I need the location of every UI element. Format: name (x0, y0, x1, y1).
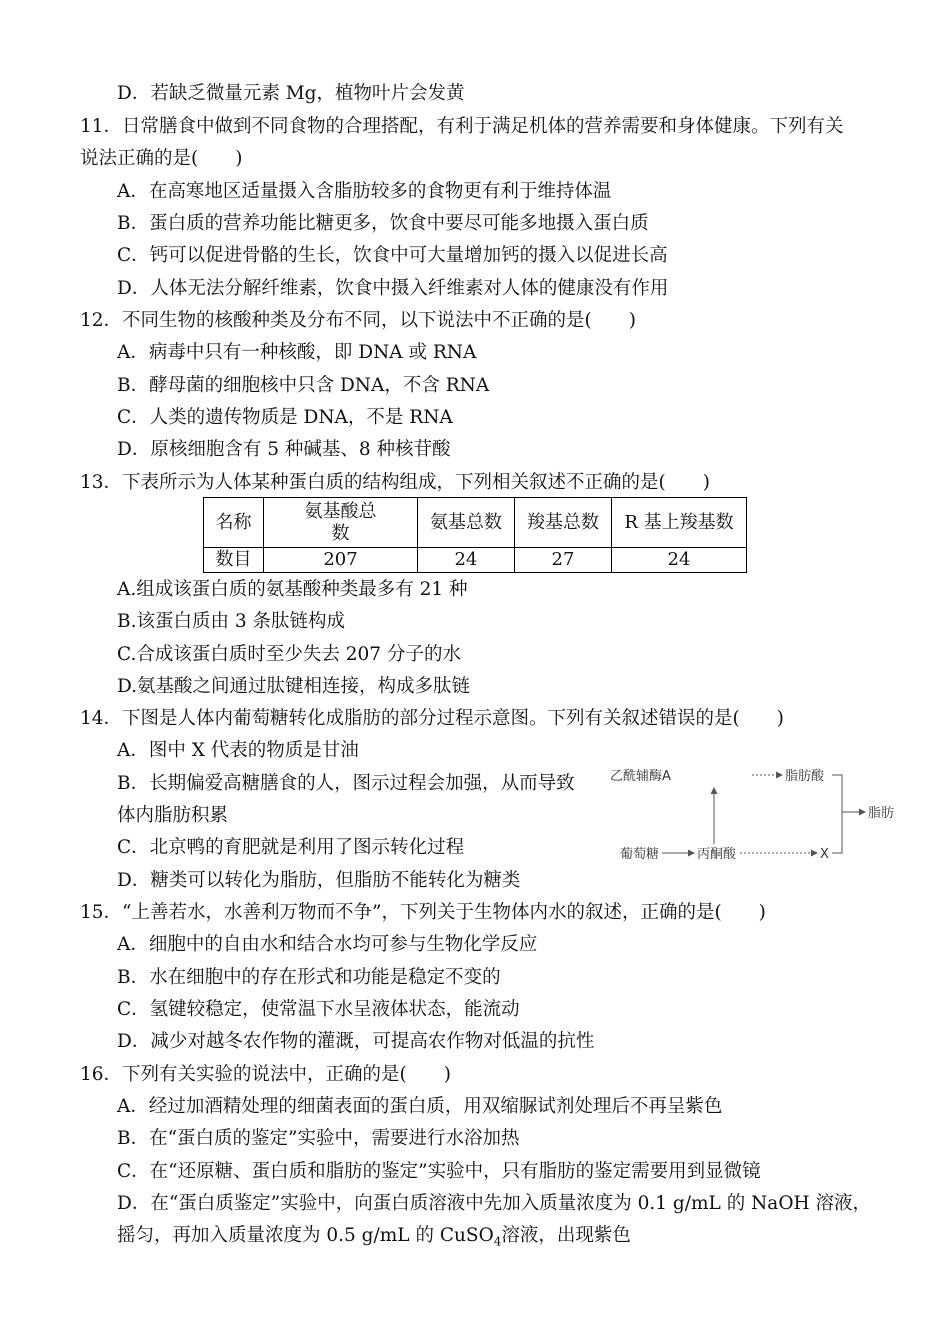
table-cell: 24 (418, 548, 515, 573)
q14-option-c: C．北京鸭的育肥就是利用了图示转化过程 (117, 837, 465, 858)
header-amino-line2: 数 (331, 522, 350, 544)
label-x: X (820, 847, 829, 862)
q13-stem: 13．下表所示为人体某种蛋白质的结构组成，下列相关叙述不正确的是( ) (80, 472, 710, 493)
table-header-cell: 羧基总数 (515, 498, 612, 548)
label-glucose: 葡萄糖 (620, 847, 660, 862)
table-header-cell: R 基上羧基数 (612, 498, 747, 548)
q12-option-d: D．原核细胞含有 5 种碱基、8 种核苷酸 (117, 439, 451, 460)
q15-stem: 15．“上善若水，水善利万物而不争”，下列关于生物体内水的叙述，正确的是( ) (80, 902, 766, 923)
table-header-cell: 氨基总数 (418, 498, 515, 548)
q16-d-text-post: 溶液，出现紫色 (501, 1225, 631, 1246)
label-fat: 脂肪 (868, 806, 895, 821)
label-pyruvate: 丙酮酸 (697, 847, 737, 862)
q16-option-d-line1: D．在“蛋白质鉴定”实验中，向蛋白质溶液中先加入质量浓度为 0.1 g/mL 的 NaOH 溶液， (117, 1193, 871, 1214)
protein-composition-table (203, 497, 747, 573)
q12-option-a: A．病毒中只有一种核酸，即 DNA 或 RNA (117, 342, 477, 363)
q11-option-a: A．在高寒地区适量摄入含脂肪较多的食物更有利于维持体温 (117, 181, 612, 202)
q12-option-c: C．人类的遗传物质是 DNA，不是 RNA (117, 407, 453, 428)
q11-option-d: D．人体无法分解纤维素，饮食中摄入纤维素对人体的健康没有作用 (117, 278, 669, 299)
q15-option-b: B．水在细胞中的存在形式和功能是稳定不变的 (117, 967, 501, 988)
table-header-row (204, 498, 747, 548)
q11-option-c: C．钙可以促进骨骼的生长，饮食中可大量增加钙的摄入以促进长高 (117, 245, 668, 266)
header-amino-line1: 氨基酸总 (304, 500, 377, 522)
q16-option-b: B．在“蛋白质的鉴定”实验中，需要进行水浴加热 (117, 1128, 520, 1149)
q16-option-c: C．在“还原糖、蛋白质和脂肪的鉴定”实验中，只有脂肪的鉴定需要用到显微镜 (117, 1161, 761, 1182)
q16-option-d-line2 (117, 1223, 631, 1255)
bracket-to-fat (832, 775, 842, 853)
q11-stem-line1: 11．日常膳食中做到不同食物的合理搭配，有利于满足机体的营养需要和身体健康。下列有关 (80, 116, 844, 137)
table-cell: 207 (264, 548, 418, 573)
q11-stem-line2: 说法正确的是( ) (80, 148, 243, 169)
q15-option-c: C．氢键较稳定，使常温下水呈液体状态，能流动 (117, 999, 520, 1020)
table-header-cell: 名称 (204, 498, 264, 548)
q14-option-b-line2: 体内脂肪积累 (117, 805, 229, 826)
table-header-cell (264, 498, 418, 548)
table-row (204, 548, 747, 573)
q13-option-b: B.该蛋白质由 3 条肽链构成 (117, 611, 346, 632)
q15-option-d: D．减少对越冬农作物的灌溉，可提高农作物对低温的抗性 (117, 1031, 595, 1052)
table-row-label: 数目 (204, 548, 264, 573)
q11-option-b: B．蛋白质的营养功能比糖更多，饮食中要尽可能多地摄入蛋白质 (117, 213, 649, 234)
q12-stem: 12．不同生物的核酸种类及分布不同，以下说法中不正确的是( ) (80, 310, 636, 331)
q14-stem: 14．下图是人体内葡萄糖转化成脂肪的部分过程示意图。下列有关叙述错误的是( ) (80, 708, 784, 729)
table-cell: 24 (612, 548, 747, 573)
q13-option-a: A.组成该蛋白质的氨基酸种类最多有 21 种 (117, 579, 468, 600)
q16-d-subscript: 4 (493, 1234, 502, 1249)
q16-option-a: A．经过加酒精处理的细菌表面的蛋白质，用双缩脲试剂处理后不再呈紫色 (117, 1096, 723, 1117)
label-acetyl-coa: 乙酰辅酶A (610, 769, 671, 784)
q16-stem: 16．下列有关实验的说法中，正确的是( ) (80, 1064, 451, 1085)
q14-option-d: D．糖类可以转化为脂肪，但脂肪不能转化为糖类 (117, 870, 521, 891)
glucose-to-fat-diagram (610, 760, 910, 880)
q14-option-b-line1: B．长期偏爱高糖膳食的人，图示过程会加强，从而导致 (117, 773, 575, 794)
table-cell: 27 (515, 548, 612, 573)
label-fatty-acid: 脂肪酸 (785, 769, 825, 784)
q13-option-c: C.合成该蛋白质时至少失去 207 分子的水 (117, 644, 461, 665)
q10-option-d: D．若缺乏微量元素 Mg，植物叶片会发黄 (117, 83, 465, 104)
q14-option-a: A．图中 X 代表的物质是甘油 (117, 740, 359, 761)
q16-d-text-pre: 摇匀，再加入质量浓度为 0.5 g/mL 的 CuSO (117, 1225, 494, 1246)
q13-option-d: D.氨基酸之间通过肽键相连接，构成多肽链 (117, 676, 471, 697)
q12-option-b: B．酵母菌的细胞核中只含 DNA，不含 RNA (117, 375, 490, 396)
q15-option-a: A．细胞中的自由水和结合水均可参与生物化学反应 (117, 934, 538, 955)
